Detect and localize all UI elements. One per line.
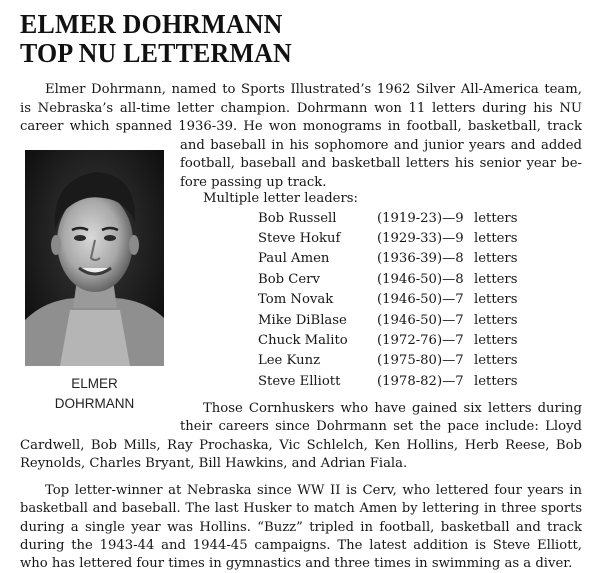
headline-line-1: ELMER DOHRMANN bbox=[20, 9, 283, 39]
portrait-illustration bbox=[25, 150, 164, 366]
leader-name: Paul Amen bbox=[258, 251, 330, 266]
leader-letters: letters bbox=[474, 353, 518, 368]
leader-row bbox=[258, 272, 558, 292]
six-letters-line-3: Cardwell, Bob Mills, Ray Prochaska, Vic Schlelch, Ken Hollins, Herb Reese, Bob bbox=[20, 438, 582, 453]
leaders-heading: Multiple letter leaders: bbox=[203, 191, 358, 206]
leader-name: Chuck Malito bbox=[258, 333, 348, 348]
closing-line-2: basketball and baseball. The last Husker to match Amen by lettering in three sports bbox=[20, 501, 582, 516]
leader-row bbox=[258, 333, 558, 353]
leader-years: (1975-80)—7 bbox=[377, 353, 464, 368]
leader-row bbox=[258, 231, 558, 251]
leader-letters: letters bbox=[474, 231, 518, 246]
intro-line-3: career which spanned 1936-39. He won monograms in football, basketball, track bbox=[20, 119, 582, 134]
leader-row bbox=[258, 374, 558, 394]
headline-line-2: TOP NU LETTERMAN bbox=[20, 38, 292, 68]
portrait-photo bbox=[25, 150, 164, 366]
leader-letters: letters bbox=[474, 374, 518, 389]
six-letters-line-2: their careers since Dohrmann set the pace include: Lloyd bbox=[180, 419, 582, 434]
leader-row bbox=[258, 353, 558, 373]
leader-row bbox=[258, 313, 558, 333]
leader-years: (1972-76)—7 bbox=[377, 333, 464, 348]
leader-name: Steve Hokuf bbox=[258, 231, 341, 246]
closing-line-3: during a single year was Hollins. “Buzz” tripled in football, basketball and track bbox=[20, 520, 582, 535]
leader-letters: letters bbox=[474, 272, 518, 287]
six-letters-line-4: Reynolds, Charles Bryant, Bill Hawkins, and Adrian Fiala. bbox=[20, 456, 408, 471]
leader-years: (1946-50)—7 bbox=[377, 292, 464, 307]
leader-letters: letters bbox=[474, 211, 518, 226]
closing-line-1: Top letter-winner at Nebraska since WW II is Cerv, who lettered four years in bbox=[45, 483, 582, 498]
leader-name: Bob Cerv bbox=[258, 272, 320, 287]
headline bbox=[20, 10, 292, 68]
leader-letters: letters bbox=[474, 292, 518, 307]
leader-name: Tom Novak bbox=[258, 292, 334, 307]
leader-row bbox=[258, 251, 558, 271]
intro-line-1: Elmer Dohrmann, named to Sports Illustrated’s 1962 Silver All-America team, bbox=[45, 82, 582, 97]
leader-years: (1946-50)—7 bbox=[377, 313, 464, 328]
closing-line-4: during the 1943-44 and 1944-45 campaigns. The latest addition is Steve Elliott, bbox=[20, 538, 582, 553]
leader-row bbox=[258, 211, 558, 231]
leader-name: Mike DiBlase bbox=[258, 313, 347, 328]
intro-line-5: football, baseball and basketball letters his senior year be- bbox=[180, 156, 582, 171]
closing-line-5: who has lettered four times in gymnastics and three times in swimming as a diver. bbox=[20, 556, 573, 571]
caption-line-2: DOHRMANN bbox=[54, 396, 135, 411]
caption-line-1: ELMER bbox=[71, 376, 118, 391]
leader-name: Lee Kunz bbox=[258, 353, 321, 368]
leader-letters: letters bbox=[474, 251, 518, 266]
leader-row bbox=[258, 292, 558, 312]
leader-years: (1978-82)—7 bbox=[377, 374, 464, 389]
leader-years: (1929-33)—9 bbox=[377, 231, 464, 246]
leader-years: (1919-23)—9 bbox=[377, 211, 464, 226]
six-letters-line-1: Those Cornhuskers who have gained six letters during bbox=[203, 401, 582, 416]
leader-name: Bob Russell bbox=[258, 211, 337, 226]
intro-line-2: is Nebraska’s all-time letter champion. Dohrmann won 11 letters during his NU bbox=[20, 101, 582, 116]
intro-line-6: fore passing up track. bbox=[180, 175, 327, 190]
leader-name: Steve Elliott bbox=[258, 374, 341, 389]
leader-years: (1946-50)—8 bbox=[377, 272, 464, 287]
photo-caption bbox=[25, 374, 164, 414]
leader-letters: letters bbox=[474, 333, 518, 348]
leader-letters: letters bbox=[474, 313, 518, 328]
leader-years: (1936-39)—8 bbox=[377, 251, 464, 266]
intro-line-4: and baseball in his sophomore and junior years and added bbox=[180, 138, 582, 153]
